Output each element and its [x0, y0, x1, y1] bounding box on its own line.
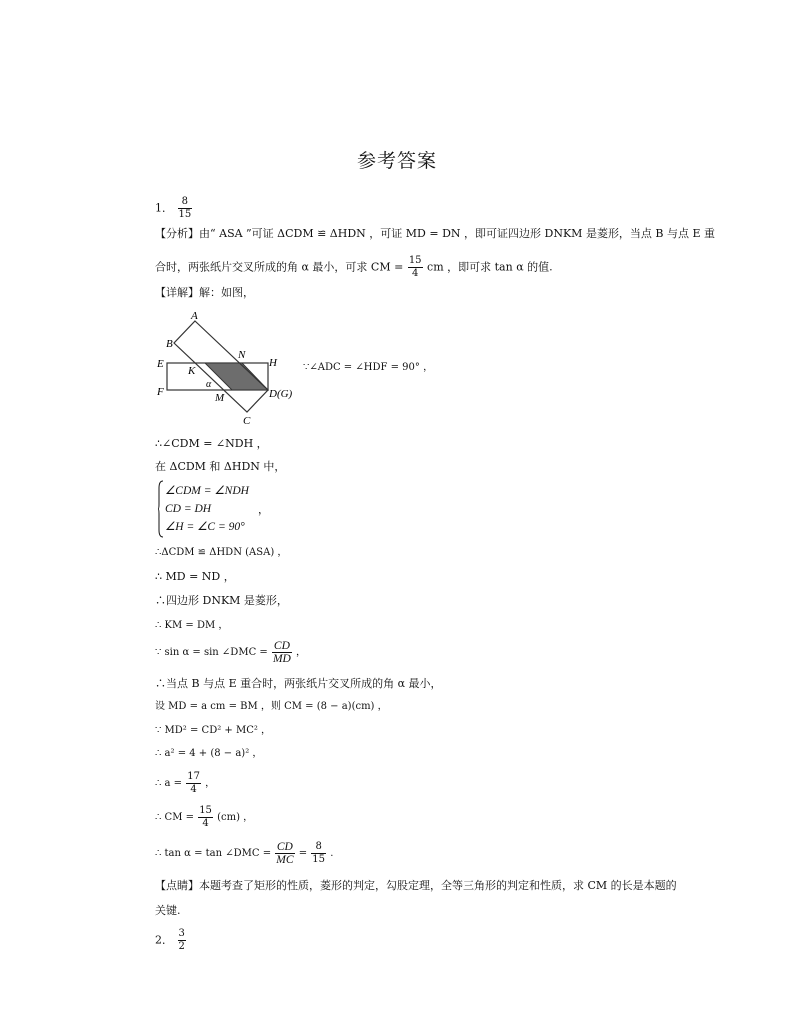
system-brace	[158, 480, 164, 538]
numerator: 15	[199, 805, 212, 816]
analysis-text: 合时，两张纸片交叉所成的角 α 最小，可求 CM =	[155, 260, 404, 274]
geometry-figure	[155, 308, 305, 426]
step-14-end: .	[330, 848, 334, 859]
denominator: 4	[411, 268, 419, 279]
cm-fraction	[408, 255, 423, 280]
question-number: 1．	[155, 201, 173, 215]
step-12-end: ，	[205, 778, 216, 789]
step-13-end: (cm) ，	[217, 812, 254, 823]
numerator: 8	[311, 841, 326, 854]
step-7	[155, 640, 306, 665]
a-fraction	[186, 771, 201, 796]
analysis-text-end: cm ，即可求 tan α 的值.	[427, 260, 553, 274]
step-12	[155, 771, 215, 796]
comment-line-2: 关键.	[155, 904, 181, 917]
numerator: CD	[273, 640, 290, 652]
analysis-line-1: 【分析】由“ ASA ”可证 ΔCDM ≌ ΔHDN ，可证 MD = DN ，即可证四边形 DNKM 是菱形，当点 B 与点 E 重	[155, 227, 716, 240]
system-line-2: CD = DH	[165, 503, 212, 515]
denominator: 15	[178, 209, 192, 220]
angle-statement: ∵∠ADC = ∠HDF = 90° ，	[303, 362, 434, 373]
label-m: M	[215, 392, 225, 404]
step-14-text: ∴ tan α = tan ∠DMC =	[155, 848, 272, 859]
label-dg: D(G)	[269, 388, 293, 400]
step-9: 设 MD = a cm = BM ，则 CM = (8 − a)(cm) ，	[155, 701, 388, 712]
numerator: 8	[178, 196, 193, 209]
step-13	[155, 805, 253, 830]
denominator: MC	[276, 854, 294, 866]
tan-value-fraction	[311, 841, 326, 866]
step-7-text: ∵ sin α = sin ∠DMC =	[155, 647, 268, 658]
system-comma: ，	[258, 503, 269, 516]
step-5: ∴四边形 DNKM 是菱形，	[155, 594, 288, 607]
step-8: ∴当点 B 与点 E 重合时，两张纸片交叉所成的角 α 最小，	[155, 677, 442, 690]
system-line-3: ∠H = ∠C = 90°	[165, 521, 245, 533]
step-3: ∴ΔCDM ≌ ΔHDN (ASA) ，	[155, 547, 288, 558]
denominator: 4	[202, 818, 209, 829]
equals-sign: =	[298, 848, 308, 859]
step-2: 在 ΔCDM 和 ΔHDN 中，	[155, 460, 286, 473]
numerator: CD	[276, 841, 293, 853]
question-1-answer	[155, 196, 193, 221]
step-1: ∴∠CDM = ∠NDH ，	[155, 437, 268, 450]
answer-fraction	[178, 928, 186, 953]
denominator: 2	[178, 941, 185, 952]
system-line-1: ∠CDM = ∠NDH	[165, 485, 249, 497]
numerator: 3	[178, 928, 185, 939]
step-12-text: ∴ a =	[155, 778, 183, 789]
sin-fraction	[272, 640, 292, 665]
label-a: A	[191, 310, 198, 322]
analysis-line-2	[155, 255, 553, 280]
detail-label: 【详解】解：如图，	[155, 286, 254, 299]
label-f: F	[157, 386, 164, 398]
step-14	[155, 841, 333, 866]
step-6: ∴ KM = DM ，	[155, 620, 229, 631]
numerator: 17	[187, 771, 200, 782]
label-b: B	[166, 338, 173, 350]
label-n: N	[238, 349, 246, 361]
page-title: 参考答案	[356, 150, 437, 172]
denominator: 4	[190, 784, 197, 795]
cm-fraction-2	[198, 805, 213, 830]
label-e: E	[157, 358, 164, 370]
numerator: 15	[408, 255, 422, 266]
question-2-answer	[155, 928, 187, 953]
label-k: K	[188, 365, 196, 377]
step-7-end: ，	[296, 647, 307, 658]
answer-fraction	[178, 196, 193, 221]
step-10: ∵ MD² = CD² + MC² ，	[155, 725, 272, 736]
step-11: ∴ a² = 4 + (8 − a)² ，	[155, 748, 263, 759]
label-alpha: α	[206, 379, 212, 390]
label-c: C	[243, 415, 251, 426]
tan-fraction	[275, 841, 294, 866]
denominator: MD	[272, 653, 291, 665]
rhombus-dnkm	[205, 363, 268, 390]
question-number: 2．	[155, 933, 173, 947]
comment-line-1: 【点睛】本题考查了矩形的性质，菱形的判定，勾股定理，全等三角形的判定和性质，求 CM 的长是本题的	[155, 879, 677, 892]
denominator: 15	[312, 854, 326, 865]
step-4: ∴ MD = ND ，	[155, 570, 235, 583]
step-13-text: ∴ CM =	[155, 812, 194, 823]
label-h: H	[269, 357, 277, 369]
